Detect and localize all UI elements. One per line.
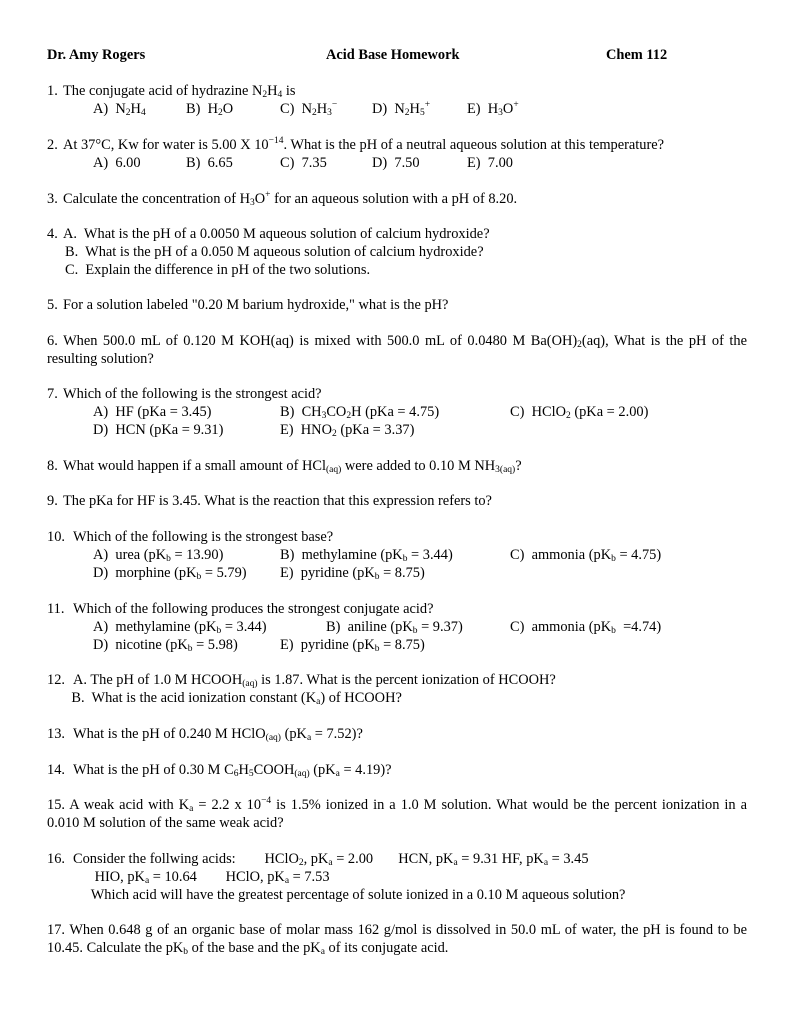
question-text: A weak acid with $K_a = 2.2$ x $10^{-4}$ is 1.5% ionized in a 1.0 M solution. What would be the percent ionization in a 0.010 M solution of the same weak acid? [47,796,747,831]
question-text: Which of the following is the strongest base? [73,529,334,545]
question-number: 8. [47,458,58,474]
question-text: The conjugate acid of hydrazine $N_2H_4$ is [63,83,296,100]
choice-e: E) pyridine $(pK_b = 8.75)$ [280,565,425,582]
choice-a: A) 6.00 [93,155,141,171]
question-text: The pKa for HF is 3.45. What is the reaction that this expression refers to? [63,493,492,509]
question-part-c: C. Explain the difference in pH of the two solutions. [65,262,371,278]
question-16 [47,850,747,904]
choice-c: C) 7.35 [280,155,327,171]
document-title: Acid Base Homework [326,47,460,63]
question-text: What would happen if a small amount of HCl$_{(aq)}$ were added to 0.10 M $NH_{3(aq)}$? [63,458,522,475]
choice-b: B) 6.65 [186,155,233,171]
course-code: Chem 112 [606,47,668,63]
question-text: At 37°C, Kw for water is 5.00 X $10^{-14}$. What is the pH of a neutral aqueous solution at this temperature? [63,136,665,153]
question-14 [47,761,747,779]
choice-a: A) HF (pKa = 3.45) [93,404,212,420]
question-text: Calculate the concentration of $H_3O^+$ for an aqueous solution with a pH of 8.20. [63,190,518,208]
choice-b: B) aniline $(pK_b = 9.37)$ [326,619,463,636]
question-part-b: B. What is the pH of a 0.050 M aqueous solution of calcium hydroxide? [65,244,484,260]
choice-d: D) $N_2H_5^+$ [372,100,431,118]
question-number: 11. [47,601,65,617]
question-number: 15. [47,797,65,813]
question-number: 16. [47,851,65,867]
question-5 [47,296,747,314]
choice-d: D) nicotine $(pK_b = 5.98)$ [93,637,238,654]
question-text: For a solution labeled "0.20 M barium hydroxide," what is the pH? [63,297,449,313]
question-1 [47,82,747,118]
choice-a: A) methylamine $(pK_b = 3.44)$ [93,619,267,636]
choice-e: E) pyridine $(pK_b = 8.75)$ [280,637,425,654]
question-13 [47,725,747,743]
question-acid-list-2: HIO, $pK_a = 10.64$ HClO, $pK_a = 7.53$ [73,869,330,886]
choice-b: B) $CH_3CO_2H$ (pKa = 4.75) [280,404,440,421]
question-part-a: A. What is the pH of a 0.0050 M aqueous solution of calcium hydroxide? [63,226,490,242]
question-number: 4. [47,226,58,242]
question-number: 5. [47,297,58,313]
choice-a: A) $N_2H_4$ [93,101,146,118]
question-15 [47,796,747,832]
choice-b: B) methylamine $(pK_b = 3.44)$ [280,547,453,564]
question-number: 6. [47,333,58,349]
choice-d: D) morphine $(pK_b = 5.79)$ [93,565,247,582]
question-acid-list-1: Consider the follwing acids: HClO$_2$, $pK_a = 2.00$ HCN, $pK_a = 9.31$ HF, $pK_a = 3.45$ [73,851,589,868]
question-11 [47,600,747,654]
choice-e: E) $H_3O^+$ [467,100,519,118]
question-part-a: A. The pH of 1.0 M $HCOOH_{(aq)}$ is 1.87. What is the percent ionization of HCOOH? [73,672,556,689]
question-text: What is the pH of 0.240 M HClO$_{(aq)}$ $(pK_a = 7.52)$? [73,726,363,743]
choice-d: D) 7.50 [372,155,420,171]
choice-c: C) HClO$_2$ (pKa = 2.00) [510,404,649,421]
choice-c: C) $N_2H_3^-$ [280,100,338,118]
question-number: 7. [47,386,58,402]
question-number: 13. [47,726,65,742]
question-6 [47,332,747,368]
question-number: 3. [47,191,58,207]
question-17 [47,921,747,957]
question-2 [47,136,747,172]
choice-a: A) urea $(pK_b = 13.90)$ [93,547,224,564]
question-text: What is the pH of 0.30 M $C_6H_5COOH_{(aq)}$ $(pK_a = 4.19)$? [73,762,392,779]
question-9 [47,492,747,510]
question-text: When 500.0 mL of 0.120 M KOH(aq) is mixed with 500.0 mL of 0.0480 M $Ba(OH)_2(aq)$, What is the pH of the resulting solution? [47,333,748,367]
choice-c: C) ammonia $(pK_b = 4.75)$ [510,547,662,564]
question-12 [47,671,747,707]
question-part-b: B. What is the acid ionization constant $(K_a)$ of HCOOH? [57,690,402,707]
question-8 [47,457,747,475]
question-number: 12. [47,672,65,688]
choice-d: D) HCN (pKa = 9.31) [93,422,224,438]
question-3 [47,190,747,208]
instructor-name: Dr. Amy Rogers [47,47,146,63]
question-number: 10. [47,529,65,545]
question-number: 14. [47,762,65,778]
question-text: Which of the following produces the strongest conjugate acid? [73,601,434,617]
question-number: 2. [47,137,58,153]
choice-e: E) 7.00 [467,155,513,171]
question-text: Which acid will have the greatest percentage of solute ionized in a 0.10 M aqueous solution? [73,887,626,903]
question-text: Which of the following is the strongest acid? [63,386,322,402]
question-7 [47,385,747,439]
choice-c: C) ammonia $(pK_b =4.74)$ [510,619,662,636]
question-number: 9. [47,493,58,509]
question-10 [47,528,747,582]
choice-e: E) $HNO_2$ (pKa = 3.37) [280,422,415,439]
question-text: When 0.648 g of an organic base of molar mass 162 g/mol is dissolved in 50.0 mL of water, the pH is found to be 10.45. Calculate the $pK_b$ of the base and the $pK_a$ of its conjugate acid. [47,922,747,957]
question-number: 17. [47,922,65,938]
choice-b: B) $H_2O$ [186,101,234,118]
question-4 [47,225,747,279]
question-number: 1. [47,83,58,99]
